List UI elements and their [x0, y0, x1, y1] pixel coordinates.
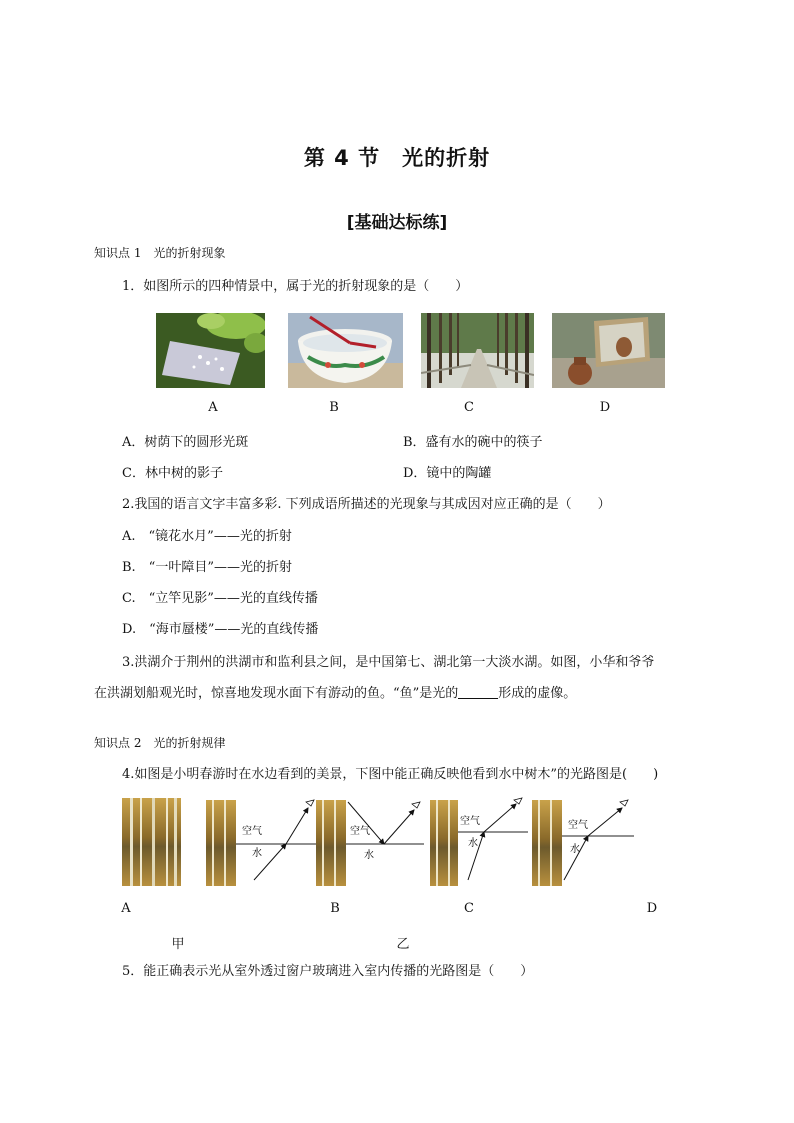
- q2-option-a: A. “镜花水月”——光的折射: [122, 529, 292, 544]
- q1-option-b: B．盛有水的碗中的筷子: [403, 435, 543, 450]
- q1-image-label-c: C: [464, 400, 474, 415]
- q4-c-air-label: 空气: [460, 816, 480, 827]
- q1-option-a: A．树荫下的圆形光斑: [122, 435, 249, 450]
- q4-b-air-label: 空气: [350, 826, 370, 837]
- page-title: 第 4 节 光的折射: [303, 146, 491, 170]
- q5-stem: 5．能正确表示光从室外透过窗户玻璃进入室内传播的光路图是（ ）: [122, 964, 534, 979]
- q4-stem: 4.如图是小明春游时在水边看到的美景，下图中能正确反映他看到水中树木”的光路图是( ): [122, 767, 659, 782]
- q4-scene-photo: [122, 798, 181, 886]
- q3-answer-blank[interactable]: [458, 685, 498, 699]
- q4-image-label-b: B: [330, 901, 340, 916]
- q4-diagram-d: [532, 800, 634, 886]
- q4-diagram-c: [430, 798, 528, 886]
- q1-photo-d-jar-in-mirror: [552, 313, 665, 388]
- q1-photo-b-chopsticks-in-bowl: [288, 313, 403, 388]
- q1-image-label-d: D: [599, 400, 611, 415]
- q4-b-water-label: 水: [364, 850, 374, 861]
- q1-photo-c-forest-shadows: [421, 313, 534, 388]
- knowledge-point-2-heading: 知识点 2 光的折射规律: [94, 736, 226, 750]
- q3-line-2-after: 形成的虚像。: [498, 686, 577, 701]
- q1-image-label-b: B: [329, 400, 339, 415]
- q2-option-d: D. “海市蜃楼”——光的直线传播: [122, 622, 319, 637]
- q3-line-1: 3.洪湖介于荆州的洪湖市和监利县之间，是中国第七、湖北第一大淡水湖。如图，小华和爷爷: [122, 655, 655, 670]
- q4-image-label-c: C: [464, 901, 474, 916]
- q3-line-2: [94, 685, 576, 703]
- section-subtitle: [基础达标练]: [346, 213, 448, 233]
- q4-caption-jia: 甲: [171, 937, 185, 952]
- knowledge-point-1-heading: 知识点 1 光的折射现象: [94, 246, 226, 260]
- q4-diagram-a: [206, 800, 316, 886]
- q1-photo-a-tree-shade-light-spots: [156, 313, 265, 388]
- q4-figure: [118, 796, 678, 890]
- q4-a-air-label: 空气: [242, 826, 262, 837]
- q4-caption-yi: 乙: [396, 937, 410, 952]
- q4-d-air-label: 空气: [568, 820, 588, 831]
- q4-c-water-label: 水: [468, 838, 478, 849]
- q4-image-label-d: D: [646, 901, 658, 916]
- q2-stem: 2.我国的语言文字丰富多彩. 下列成语所描述的光现象与其成因对应正确的是（ ）: [122, 497, 611, 512]
- q4-diagram-b: [316, 800, 424, 886]
- q1-option-d: D．镜中的陶罐: [403, 466, 492, 481]
- q1-option-c: C．林中树的影子: [122, 466, 223, 481]
- q2-option-b: B. “一叶障目”——光的折射: [122, 560, 292, 575]
- q4-a-water-label: 水: [252, 848, 262, 859]
- q1-stem: 1．如图所示的四种情景中，属于光的折射现象的是（ ）: [122, 279, 469, 294]
- q4-image-label-a: A: [121, 901, 131, 916]
- q1-image-label-a: A: [208, 400, 218, 415]
- q4-d-water-label: 水: [570, 844, 580, 855]
- q2-option-c: C. “立竿见影”——光的直线传播: [122, 591, 318, 606]
- q3-line-2-before: 在洪湖划船观光时，惊喜地发现水面下有游动的鱼。“鱼”是光的: [94, 686, 459, 701]
